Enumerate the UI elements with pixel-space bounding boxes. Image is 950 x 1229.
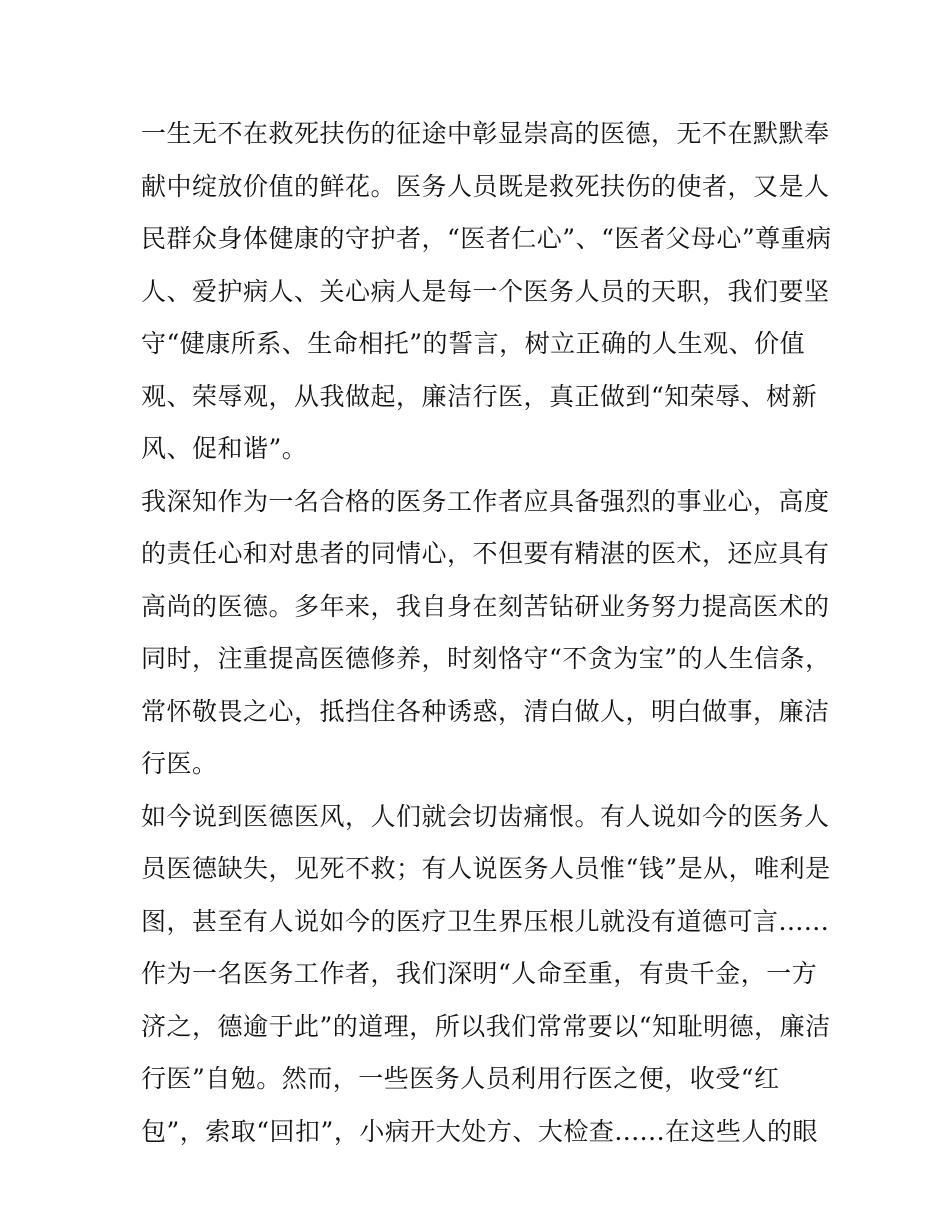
text-line: 行医。 [141, 749, 218, 778]
text-line: 民群众身体健康的守护者，“医者仁心”、“医者父母心”尊重病 [141, 224, 832, 253]
text-line: 一生无不在救死扶伤的征途中彰显崇高的医德，无不在默默奉 [141, 119, 830, 148]
text-line: 风、促和谐”。 [141, 434, 308, 463]
text-line: 高尚的医德。多年来，我自身在刻苦钻研业务努力提高医术的 [141, 591, 830, 621]
text-line: 如今说到医德医风，人们就会切齿痛恨。有人说如今的医务人 [141, 801, 830, 831]
text-line: 观、荣辱观，从我做起，廉洁行医，真正做到“知荣辱、树新 [141, 381, 818, 411]
text-line: 常怀敬畏之心，抵挡住各种诱惑，清白做人，明白做事，廉洁 [141, 696, 830, 726]
text-line: 包”，索取“回扣”，小病开大处方、大检查......在这些人的眼 [141, 1116, 819, 1146]
text-line: 的责任心和对患者的同情心，不但要有精湛的医术，还应具有 [141, 539, 830, 568]
text-line: 员医德缺失，见死不救；有人说医务人员惟“钱”是从，唯利是 [141, 854, 831, 883]
text-line: 我深知作为一名合格的医务工作者应具备强烈的事业心，高度 [141, 486, 830, 516]
text-line: 行医”自勉。然而，一些医务人员利用行医之便，收受“红 [141, 1064, 780, 1093]
body-text [141, 108, 832, 1158]
text-line: 作为一名医务工作者，我们深明“人命至重，有贵千金，一方 [141, 959, 818, 988]
text-line: 济之，德逾于此”的道理，所以我们常常要以“知耻明德，廉洁 [141, 1011, 831, 1041]
text-line: 同时，注重提高医德修养，时刻恪守“不贪为宝”的人生信条， [141, 644, 831, 673]
text-line: 献中绽放价值的鲜花。医务人员既是救死扶伤的使者，又是人 [141, 171, 830, 201]
text-line: 图，甚至有人说如今的医疗卫生界压根儿就没有道德可言...... [141, 906, 830, 936]
text-line: 守“健康所系、生命相托”的誓言，树立正确的人生观、价值 [141, 329, 806, 358]
text-line: 人、爱护病人、关心病人是每一个医务人员的天职，我们要坚 [141, 276, 830, 306]
